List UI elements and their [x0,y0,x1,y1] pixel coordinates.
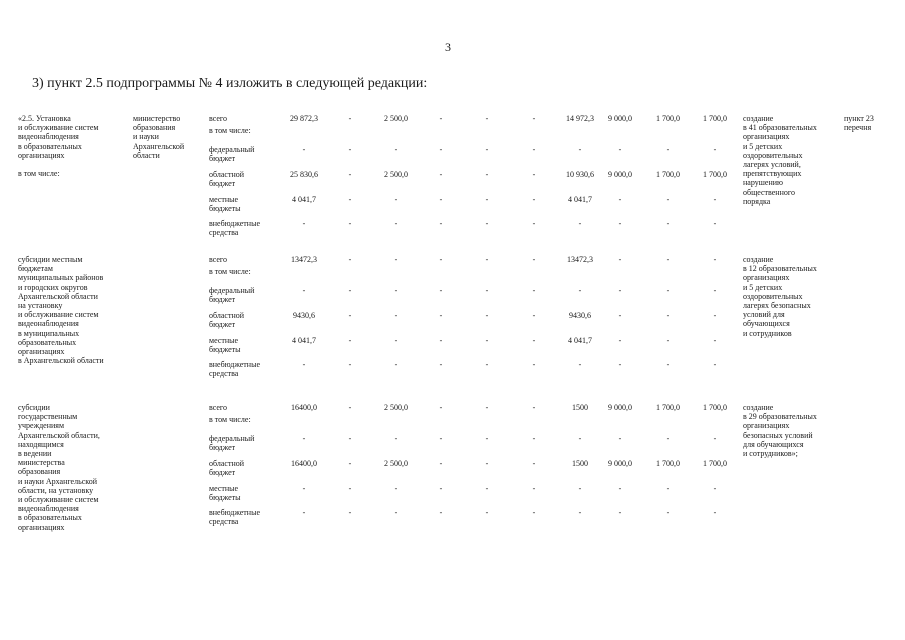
funding-value: - [532,403,536,412]
funding-value: - [439,286,443,295]
funding-value: - [394,508,398,517]
funding-value: - [394,195,398,204]
funding-value: - [348,434,352,443]
funding-value: - [439,311,443,320]
funding-value: - [485,360,489,369]
description-line: образования [18,467,61,477]
funding-value: - [618,286,622,295]
description-line: области, на установку [18,485,94,495]
funding-source [209,415,279,424]
funding-value: - [618,219,622,228]
funding-source [209,484,279,502]
funding-value: 25 830,6 [290,170,318,179]
funding-value: 1 700,0 [656,114,680,123]
description-line: видеонаблюдения [18,319,79,329]
funding-row [0,459,905,485]
funding-value: - [439,360,443,369]
funding-value: 2 500,0 [384,170,408,179]
funding-value: - [713,484,717,493]
funding-value: - [532,114,536,123]
funding-value: 1500 [572,459,588,468]
funding-value: - [532,484,536,493]
funding-value: 1 700,0 [656,459,680,468]
funding-source-line: областной [209,170,245,179]
funding-value: - [532,336,536,345]
funding-value: 1 700,0 [656,170,680,179]
funding-source-line: бюджет [209,320,236,330]
funding-source-line: бюджет [209,295,236,305]
result-line: организациях [743,273,790,283]
funding-value: 16400,0 [291,459,317,468]
funding-value: - [578,434,582,443]
funding-source-line: всего [209,114,228,123]
funding-value: - [302,145,306,154]
result-line: создание [743,114,774,123]
funding-value: - [666,255,670,264]
funding-value: - [485,459,489,468]
funding-value: - [713,219,717,228]
description-line: и обслуживание систем [18,310,99,320]
funding-value: - [713,145,717,154]
description-line: на установку [18,301,63,311]
funding-source-line: в том числе: [209,415,251,424]
description-line: государственным [18,412,78,422]
funding-value: - [666,145,670,154]
funding-value: - [485,508,489,517]
funding-value: - [394,434,398,443]
funding-value: - [348,114,352,123]
funding-source-line: внебюджетные [209,219,260,228]
description-line: субсидии местным [18,255,83,264]
funding-value: - [532,286,536,295]
result-line: в 29 образовательных [743,412,817,422]
funding-value: - [348,286,352,295]
result-line: препятствующих [743,169,802,179]
funding-source [209,336,279,354]
result-line: и 5 детских [743,141,783,151]
funding-row [0,360,905,386]
result-line: организациях [743,132,790,142]
funding-value: - [713,360,717,369]
funding-value: - [618,484,622,493]
funding-value: 9430,6 [293,311,315,320]
funding-value: - [439,434,443,443]
funding-value: - [394,311,398,320]
result-line: оздоровительных [743,150,803,160]
funding-value: 2 500,0 [384,114,408,123]
result-line: безопасных условий [743,430,813,440]
funding-value: 29 872,3 [290,114,318,123]
funding-value: - [578,508,582,517]
funding-value: - [618,434,622,443]
funding-value: - [302,508,306,517]
funding-value: - [666,286,670,295]
funding-value: - [485,311,489,320]
funding-value: - [485,403,489,412]
funding-source-line: местные [209,336,239,345]
executor-line: и науки [133,132,159,142]
description-line: видеонаблюдения [18,504,79,514]
funding-value: 1 700,0 [703,403,727,412]
funding-source-line: бюджет [209,154,236,164]
result-line: в 41 образовательных [743,123,817,133]
funding-value: - [532,508,536,517]
description-line: бюджетам [18,264,53,274]
funding-value: - [439,145,443,154]
description-line: и городских округов [18,282,88,292]
description-line: в том числе: [18,169,60,179]
funding-value: - [618,311,622,320]
funding-value: - [666,219,670,228]
result-line: создание [743,255,774,264]
funding-value: - [666,484,670,493]
description-line: учреждениям [18,421,65,431]
funding-source-line: бюджет [209,179,236,189]
funding-value: - [532,459,536,468]
result-line: и сотрудников»; [743,449,798,459]
executor-line: министерство [133,114,181,123]
funding-value: - [666,434,670,443]
funding-value: 9 000,0 [608,170,632,179]
funding-value: - [348,336,352,345]
funding-row [0,508,905,534]
funding-source [209,311,279,329]
funding-source [209,145,279,163]
description-line: Архангельской области [18,291,98,301]
funding-value: 1500 [572,403,588,412]
funding-source-line: бюджет [209,468,236,478]
funding-value: - [348,219,352,228]
funding-value: - [439,484,443,493]
funding-value: - [666,508,670,517]
funding-value: 13472,3 [291,255,317,264]
description-line: в муниципальных [18,328,80,338]
funding-value: - [394,360,398,369]
funding-value: - [666,336,670,345]
funding-source-line: в том числе: [209,267,251,276]
funding-source-line: внебюджетные [209,360,260,369]
funding-value: - [348,311,352,320]
funding-source-line: средства [209,369,239,379]
funding-source [209,508,279,526]
expected-result [743,114,843,206]
funding-value: - [532,195,536,204]
funding-source-line: местные [209,484,239,493]
funding-source [209,170,279,188]
funding-value: 1 700,0 [703,114,727,123]
list-reference [844,114,894,132]
description-line: муниципальных районов [18,273,104,283]
description-line: организациях [18,347,65,357]
funding-value: 9 000,0 [608,114,632,123]
funding-source-line: бюджет [209,443,236,453]
funding-source-line: федеральный [209,145,255,154]
funding-value: - [439,170,443,179]
funding-value: 2 500,0 [384,403,408,412]
result-line: создание [743,403,774,412]
funding-value: - [713,336,717,345]
executor-line: Архангельской [133,141,185,151]
funding-value: - [302,360,306,369]
funding-value: - [532,145,536,154]
funding-value: 9 000,0 [608,403,632,412]
funding-source [209,434,279,452]
funding-value: - [618,195,622,204]
funding-value: 4 041,7 [568,336,592,345]
description-line: в образовательных [18,141,82,151]
description-line: и обслуживание систем [18,495,99,505]
funding-value: - [578,286,582,295]
funding-value: - [666,195,670,204]
funding-source [209,360,279,378]
result-line: для обучающихся [743,439,804,449]
funding-value: 1 700,0 [703,170,727,179]
funding-source [209,126,279,135]
page-number: 3 [445,40,451,54]
funding-value: - [532,219,536,228]
description-line: в образовательных [18,513,82,523]
funding-value: 13472,3 [567,255,593,264]
result-line: оздоровительных [743,291,803,301]
description-line: видеонаблюдения [18,132,79,142]
funding-value: - [439,195,443,204]
funding-row [0,219,905,245]
funding-value: 2 500,0 [384,459,408,468]
funding-value: - [618,360,622,369]
funding-value: - [394,484,398,493]
funding-value: 14 972,3 [566,114,594,123]
funding-value: - [578,219,582,228]
result-line: организациях [743,421,790,431]
funding-row [0,484,905,510]
result-line: обучающихся [743,319,790,329]
funding-value: - [532,170,536,179]
result-line: условий для [743,310,785,320]
funding-source-line: местные [209,195,239,204]
description-line: в ведении [18,449,52,459]
funding-value: - [713,286,717,295]
funding-value: - [302,286,306,295]
funding-value: - [485,484,489,493]
funding-value: - [439,459,443,468]
funding-value: - [302,484,306,493]
description-line: Архангельской области, [18,430,100,440]
funding-source-line: федеральный [209,286,255,295]
funding-value: - [485,336,489,345]
funding-value: - [394,219,398,228]
funding-value: - [439,255,443,264]
funding-source-line: средства [209,228,239,238]
funding-source-line: областной [209,459,245,468]
funding-value: - [348,255,352,264]
funding-value: - [394,286,398,295]
amendment-heading: 3) пункт 2.5 подпрограммы № 4 изложить в следующей редакции: [32,76,428,91]
funding-value: - [713,255,717,264]
description-line: субсидии [18,403,50,412]
funding-value: - [618,508,622,517]
funding-value: - [532,255,536,264]
funding-source-line: бюджеты [209,345,241,355]
funding-source [209,255,279,264]
funding-source-line: внебюджетные [209,508,260,517]
funding-value: - [618,336,622,345]
result-line: лагерях условий, [743,160,801,170]
funding-value: - [394,336,398,345]
reference-line: пункт 23 [844,114,874,123]
funding-value: - [348,145,352,154]
funding-source-line: бюджеты [209,204,241,214]
funding-value: - [348,360,352,369]
funding-value: - [713,195,717,204]
funding-source [209,267,279,276]
funding-value: - [348,484,352,493]
funding-value: - [485,195,489,204]
funding-value: 9430,6 [569,311,591,320]
funding-value: 4 041,7 [568,195,592,204]
funding-value: - [302,434,306,443]
result-line: и сотрудников [743,328,792,338]
funding-value: 1 700,0 [656,403,680,412]
funding-value: - [439,403,443,412]
funding-value: 4 041,7 [292,195,316,204]
funding-source-line: всего [209,403,228,412]
funding-value: - [439,114,443,123]
funding-value: - [302,219,306,228]
funding-value: - [532,311,536,320]
executor-line: образования [133,123,176,133]
description-line: образовательных [18,337,77,347]
funding-value: - [439,508,443,517]
description-line: в Архангельской области [18,356,104,366]
description-line: находящимся [18,439,64,449]
funding-value: - [578,145,582,154]
funding-source-line: в том числе: [209,126,251,135]
funding-value: - [485,286,489,295]
description-line: министерства [18,458,65,468]
description-line: «2.5. Установка [18,114,71,123]
funding-value: - [348,195,352,204]
result-line: и 5 детских [743,282,783,292]
funding-value: - [666,311,670,320]
funding-value: - [348,508,352,517]
funding-value: - [713,434,717,443]
funding-source [209,403,279,412]
result-line: лагерях безопасных [743,301,811,311]
result-line: нарушению [743,178,783,188]
funding-value: 1 700,0 [703,459,727,468]
funding-value: - [618,145,622,154]
funding-value: 16400,0 [291,403,317,412]
description-line: и науки Архангельской [18,476,98,486]
funding-value: - [485,145,489,154]
funding-value: - [666,360,670,369]
funding-source-line: средства [209,517,239,527]
funding-value: - [394,255,398,264]
funding-source [209,459,279,477]
funding-value: - [348,170,352,179]
funding-source [209,219,279,237]
result-line: порядка [743,196,771,206]
funding-value: - [618,255,622,264]
reference-line: перечня [844,123,872,133]
funding-source-line: бюджеты [209,493,241,503]
funding-source [209,195,279,213]
funding-value: - [485,114,489,123]
expected-result [743,255,843,338]
description-line: организациях [18,150,65,160]
funding-value: - [713,311,717,320]
funding-value: - [348,459,352,468]
funding-value: 10 930,6 [566,170,594,179]
funding-value: 9 000,0 [608,459,632,468]
funding-source-line: всего [209,255,228,264]
funding-row [0,336,905,362]
funding-value: - [485,219,489,228]
funding-value: 4 041,7 [292,336,316,345]
funding-value: - [485,434,489,443]
funding-source [209,114,279,123]
funding-value: - [485,255,489,264]
result-line: в 12 образовательных [743,264,817,274]
funding-source-line: федеральный [209,434,255,443]
funding-value: - [532,360,536,369]
funding-value: - [578,484,582,493]
funding-source-line: областной [209,311,245,320]
executor-line: области [133,150,160,160]
expected-result [743,403,843,458]
funding-value: - [348,403,352,412]
funding-value: - [578,360,582,369]
funding-value: - [394,145,398,154]
funding-value: - [713,508,717,517]
funding-value: - [439,219,443,228]
funding-value: - [485,170,489,179]
result-line: общественного [743,187,795,197]
funding-source [209,286,279,304]
description-line: организациях [18,522,65,532]
funding-value: - [439,336,443,345]
description-line: и обслуживание систем [18,123,99,133]
funding-value: - [532,434,536,443]
